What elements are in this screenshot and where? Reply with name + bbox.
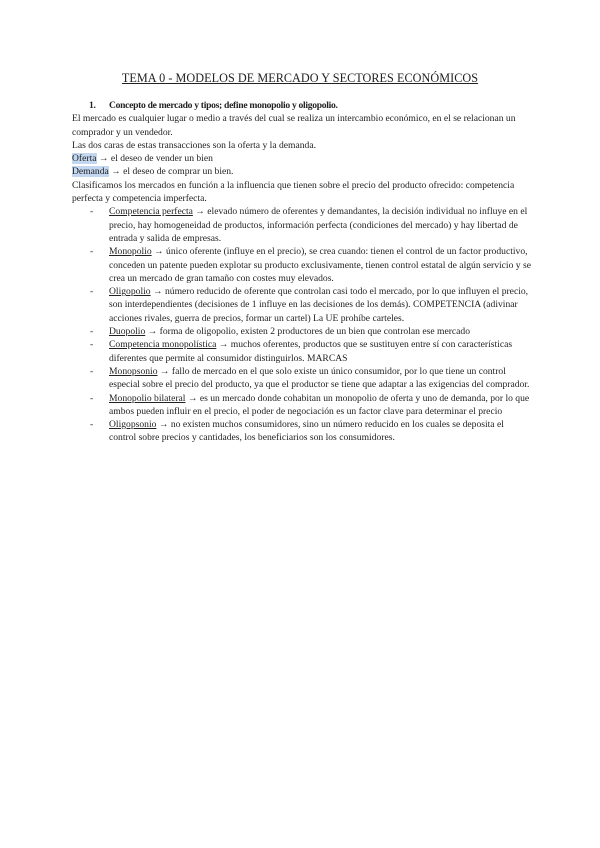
list-item-term: Monopolio [109, 246, 152, 258]
list-item [72, 325, 532, 338]
demanda-term: Demanda [72, 166, 109, 178]
list-dash: - [90, 206, 94, 218]
list-item [72, 338, 532, 365]
section-heading [89, 99, 532, 112]
list-item-term: Competencia perfecta [109, 206, 193, 218]
document-body [72, 99, 532, 445]
list-dash: - [90, 286, 94, 298]
list-item-term: Duopolio [109, 326, 146, 338]
list-item-text: → muchos oferentes, productos que se sustituyen entre sí con características diferentes que permite al consumidor distinguirlos. MARCAS [109, 339, 513, 364]
list-dash: - [90, 326, 94, 338]
list-item-term: Oligopsonio [109, 419, 157, 431]
list-item-text: → no existen muchos consumidores, sino un número reducido en los cuales se deposita el control sobre precios y cantidades, los beneficiarios son los consumidores. [109, 419, 504, 444]
list-dash: - [90, 419, 94, 431]
list-item [72, 285, 532, 325]
list-item [72, 245, 532, 285]
demanda-line [72, 165, 532, 178]
list-item-term: Monopolio bilateral [109, 392, 186, 404]
classification-paragraph: Clasificamos los mercados en función a la influencia que tienen sobre el precio del producto ofrecido: competencia perfecta y competencia imperfecta. [72, 179, 515, 205]
list-item [72, 205, 532, 245]
list-item-term: Monopsonio [109, 365, 158, 377]
list-dash: - [90, 246, 94, 258]
list-item-text: → número reducido de oferente que controlan casi todo el mercado, por lo que influyen el precio, son interdependientes (decisiones de 1 influye en las decisiones de los demás). COMPETENCIA (adivinar acciones rivales, guerra de precios, formar un cartel) La UE prohíbe carteles. [109, 286, 529, 324]
intro-paragraph-1: El mercado es cualquier lugar o medio a través del cual se realiza un intercambio económico, en el se relacionan un comprador y un vendedor. [72, 113, 516, 138]
list-item-text: → fallo de mercado en el que solo existe un único consumidor, por lo que tiene un control especial sobre el precio del producto, ya que el productor se tiene que adaptar a las exigencias del comprador. [109, 365, 530, 391]
demanda-definition: → el deseo de comprar un bien. [108, 166, 234, 178]
list-item [72, 392, 532, 419]
market-types-list [72, 205, 532, 444]
section-heading-text: Concepto de mercado y tipos; define monopolio y oligopolio. [109, 100, 338, 111]
list-item-term: Oligopolio [109, 286, 151, 298]
oferta-definition: → el deseo de vender un bien [96, 153, 213, 165]
list-item-text: → único oferente (influye en el precio), se crea cuando: tienen el control de un factor productivo, conceden un patente pueden explotar su producto exclusivamente, tienen control estatal de algún servicio y se crea un mercado de gran tamaño con costes muy elevados. [109, 246, 531, 284]
list-dash: - [90, 365, 94, 377]
oferta-line [72, 152, 532, 165]
list-item-term: Competencia monopolística [109, 339, 217, 351]
document-title: TEMA 0 - MODELOS DE MERCADO Y SECTORES ECONÓMICOS [121, 71, 479, 85]
list-item [72, 365, 532, 392]
oferta-term: Oferta [72, 153, 97, 165]
intro-paragraph-2: Las dos caras de estas transacciones son la oferta y la demanda. [72, 139, 317, 151]
list-dash: - [90, 392, 94, 404]
section-number: 1. [89, 100, 96, 111]
list-item-text: → elevado número de oferentes y demandantes, la decisión individual no influye en el precio, hay homogeneidad de productos, información perfecta (condiciones del mercado) y hay libertad de entrada y salida de empresas. [109, 206, 528, 244]
list-item-text: → forma de oligopolio, existen 2 productores de un bien que controlan ese mercado [145, 326, 471, 338]
list-item-text: → es un mercado donde cohabitan un monopolio de oferta y uno de demanda, por lo que ambos pueden influir en el precio, el poder de negociación es un factor clave para determinar el precio [109, 392, 530, 417]
list-dash: - [90, 339, 94, 351]
list-item [72, 418, 532, 445]
